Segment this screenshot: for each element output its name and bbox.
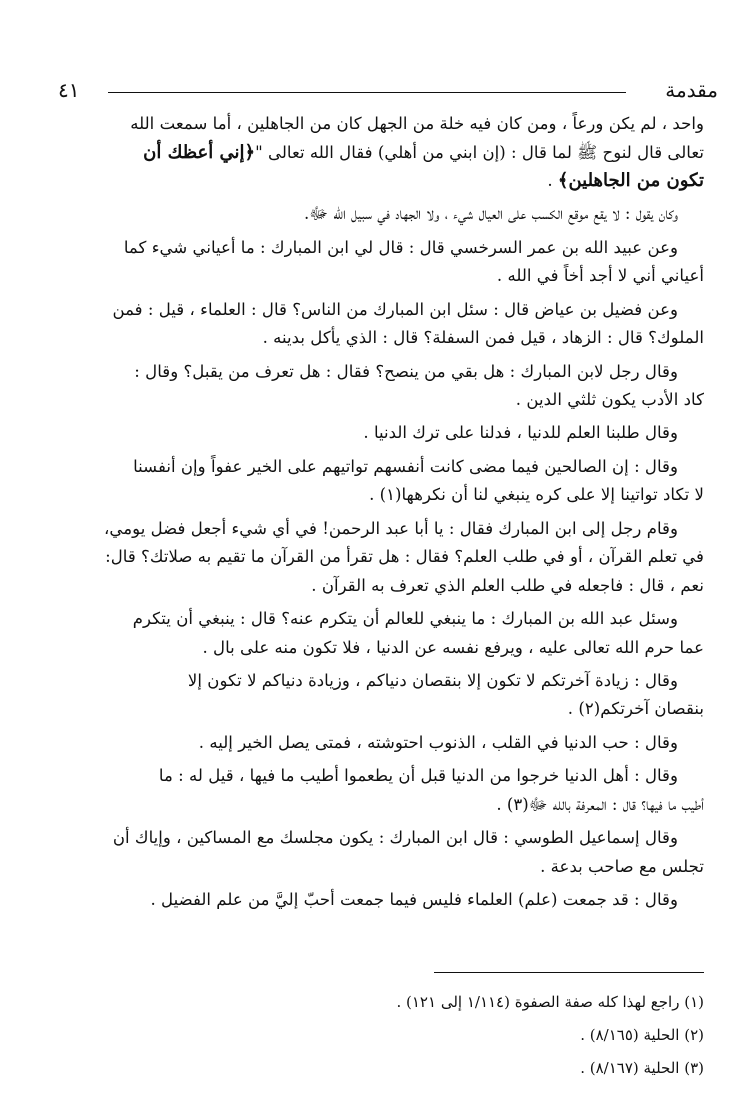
paragraph [58,667,704,724]
chapter-title: مقدمة [665,78,718,102]
paragraph [58,729,704,758]
paragraph-text: وعن فضيل بن عياض قال : سئل ابن المبارك من الناس؟ قال : العلماء ، قيل : فمن الملوك؟ قال : الزهاد ، قيل فمن السفلة؟ قال : الذي يأكل بدينه . [112,299,704,348]
paragraph-text: وقال : قد جمعت (علم) العلماء فليس فيما جمعت أحبّ إليَّ من علم الفضيل . [150,889,678,909]
header-rule [108,92,626,93]
footnote: (١) راجع لهذا كله صفة الصفوة (١/١١٤ إلى ١٢١) . [396,993,704,1011]
paragraph [58,296,704,353]
paragraph [58,824,704,881]
paragraph-text: وقال : أهل الدنيا خرجوا من الدنيا قبل أن يطعموا أطيب ما فيها ، قيل له : ما أطيب ما فيها؟ قال : المعرفة بالله ﷻ(٣) . [158,766,704,814]
quran-verse: ﴿إني أعظك أن تكون من الجاهلين﴾ [143,141,704,192]
paragraph [58,605,704,662]
paragraph [58,358,704,415]
paragraph-text: وقال إسماعيل الطوسي : قال ابن المبارك : يكون مجلسك مع المساكين ، وإياك أن تجلس مع صاحب بدعة . [112,827,704,876]
footnote: (٢) الحلية (٨/١٦٥) . [580,1026,704,1044]
page-header [58,78,718,106]
paragraph [58,200,704,229]
paragraph [58,453,704,510]
page-number: ٤١ [58,78,80,102]
footnote: (٣) الحلية (٨/١٦٧) . [580,1059,704,1077]
paragraph-text: وقال طلبنا العلم للدنيا ، فدلنا على ترك الدنيا . [363,423,678,443]
paragraph [58,110,704,196]
paragraph [58,762,704,819]
paragraph-text: وقام رجل إلى ابن المبارك فقال : يا أبا عبد الرحمن! في أي شيء أجعل فضل يومي، في تعلم القرآن ، أو في طلب العلم؟ فقال : هل تقرأ من القرآن ما تقيم به صلاتك؟ قال: نعم ، قال : فاجعله في طلب العلم الذي تعرف به القرآن . [104,518,704,595]
page-body [58,110,704,919]
paragraph-text: . [547,171,558,191]
paragraph-text: وكان يقول : لا يقع موقع الكسب على العيال شيء ، ولا الجهاد في سبيل الله ﷻ. [304,204,678,224]
paragraph-text: وقال رجل لابن المبارك : هل بقي من ينصح؟ فقال : هل تعرف من يقبل؟ وقال : كاد الأدب يكون ثلثي الدين . [134,361,704,410]
paragraph-text: واحد ، لم يكن ورعاً ، ومن كان فيه خلة من الجهل كان من الجاهلين ، أما سمعت الله تعالى قال لنوح ﷺ لما قال : (إن ابني من أهلي) فقال الله تعالى " [130,114,704,162]
paragraph [58,515,704,601]
paragraph-text: وقال : حب الدنيا في القلب ، الذنوب احتوشته ، فمتى يصل الخير إليه . [198,732,678,752]
paragraph-text: وسئل عبد الله بن المبارك : ما ينبغي للعالم أن يتكرم عنه؟ قال : ينبغي أن يتكرم عما حرم الله تعالى عليه ، ويرفع نفسه عن الدنيا ، فلا تكون منه على بال . [132,609,704,657]
paragraph [58,234,704,291]
paragraph-text: وقال : زيادة آخرتكم لا تكون إلا بنقصان دنياكم ، وزيادة دنياكم لا تكون إلا بنقصان آخرتكم(٢) . [187,670,704,719]
paragraph [58,419,704,448]
footnotes [58,988,704,1087]
paragraph [58,886,704,915]
footnote-divider [434,972,704,973]
paragraph-text: وقال : إن الصالحين فيما مضى كانت أنفسهم تواتيهم على الخير عفواً وإن أنفسنا لا تكاد تواتينا إلا على كره ينبغي لنا أن نكرهها(١) . [133,456,704,505]
paragraph-text: وعن عبيد الله بن عمر السرخسي قال : قال لي ابن المبارك : ما أعياني شيء كما أعياني أني لا أجد أخاً في الله . [123,237,704,286]
